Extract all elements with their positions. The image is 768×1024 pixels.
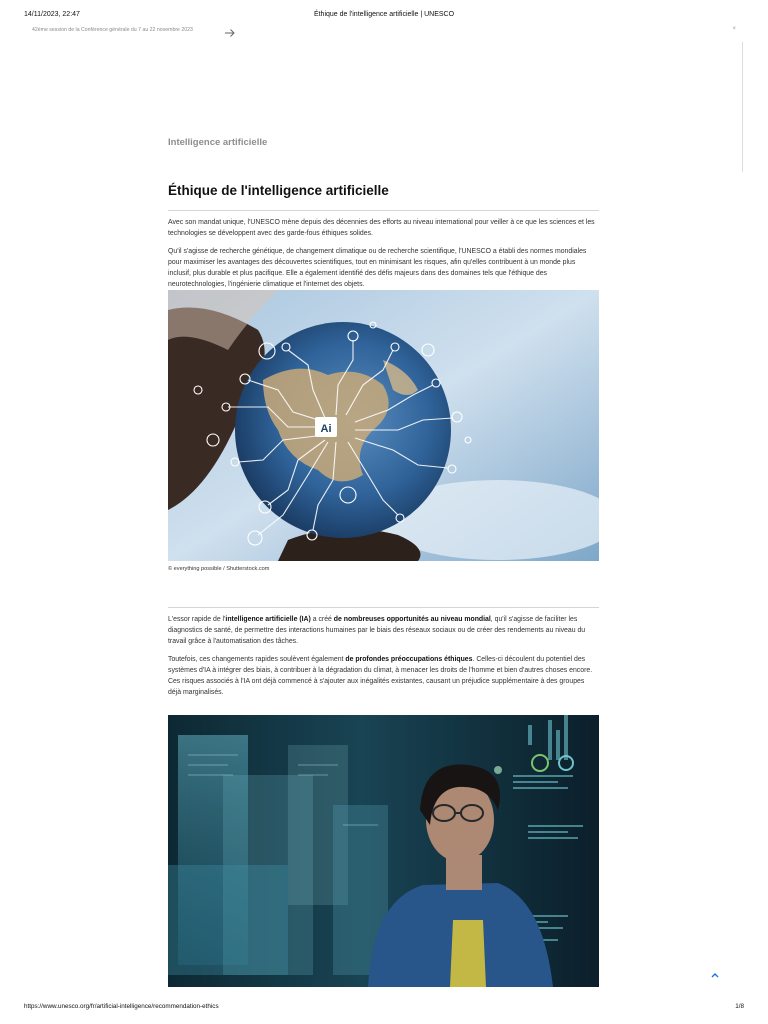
- text-run: L'essor rapide de l': [168, 616, 226, 623]
- globe-ai-illustration: [168, 290, 599, 561]
- page-number: 1/8: [735, 1003, 744, 1010]
- title-divider: [168, 210, 599, 211]
- arrow-right-icon[interactable]: [224, 25, 236, 35]
- bold-run: intelligence artificielle (IA): [225, 616, 311, 623]
- globe-ai-image: [168, 290, 599, 561]
- announcement-bar: [32, 26, 736, 38]
- chevron-up-icon: [709, 970, 721, 980]
- scrollbar[interactable]: [742, 42, 743, 172]
- bold-run: de nombreuses opportunités au niveau mondial: [333, 616, 491, 623]
- page-url: https://www.unesco.org/fr/artificial-intelligence/recommendation-ethics: [24, 1003, 219, 1010]
- section-divider: [168, 607, 599, 608]
- print-footer: [24, 1003, 744, 1013]
- data-screens-image: [168, 715, 599, 987]
- print-date: 14/11/2023, 22:47: [24, 11, 80, 18]
- close-announcement-button[interactable]: ×: [732, 26, 736, 32]
- woman-data-illustration: [168, 715, 599, 987]
- section-paragraph-2: [168, 654, 599, 698]
- bold-run: de profondes préoccupations éthiques: [345, 656, 473, 663]
- text-run: a créé: [310, 616, 334, 623]
- text-run: Toutefois, ces changements rapides soulèvent également: [168, 656, 346, 663]
- category-label[interactable]: Intelligence artificielle: [168, 137, 268, 148]
- text-run: . Celles-ci découlent du potentiel des systèmes d'IA à intégrer des biais, à contribuer à la dégradation du climat, à menacer les droits de l'homme et bien d'autres choses encore. Ces risques associés à l'IA ont déjà commencé à s'ajouter aux inégalités existantes, causant un préjudice supplémentaire à des groupes déjà marginalisés.: [168, 656, 593, 696]
- back-to-top-button[interactable]: [709, 967, 721, 977]
- print-title: Éthique de l'intelligence artificielle | UNESCO: [313, 11, 455, 18]
- ai-chip-label: Ai: [320, 423, 332, 435]
- intro-paragraph-2: Qu'il s'agisse de recherche génétique, de changement climatique ou de recherche scientifique, l'UNESCO a établi des normes mondiales pour maximiser les avantages des découvertes scientifiques, tout en minimisant les risques, afin qu'elles contribuent à un monde plus inclusif, plus durable et plus pacifique. Elle a également identifié des défis majeurs dans des domaines tels que l'éthique des neurotechnologies, l'ingénierie climatique et l'internet des objets.: [168, 248, 587, 288]
- section-paragraph-1: [168, 614, 599, 647]
- announcement-link[interactable]: 42ème session de la Conférence générale du 7 au 22 novembre 2023: [32, 27, 193, 33]
- text-run: , qu'il s'agisse de faciliter les diagnostics de santé, de permettre des interactions humaines par le biais des réseaux sociaux ou de créer des rendements au niveau du travail grâce à l'automatisation des tâches.: [168, 616, 586, 645]
- page-title: Éthique de l'intelligence artificielle: [168, 183, 389, 198]
- image-caption: © everything possible / Shutterstock.com: [168, 566, 270, 572]
- print-header: [24, 11, 744, 23]
- intro-paragraph-1: Avec son mandat unique, l'UNESCO mène depuis des décennies des efforts au niveau international pour veiller à ce que les sciences et les technologies se développent avec des garde-fous éthiques solides.: [168, 219, 595, 237]
